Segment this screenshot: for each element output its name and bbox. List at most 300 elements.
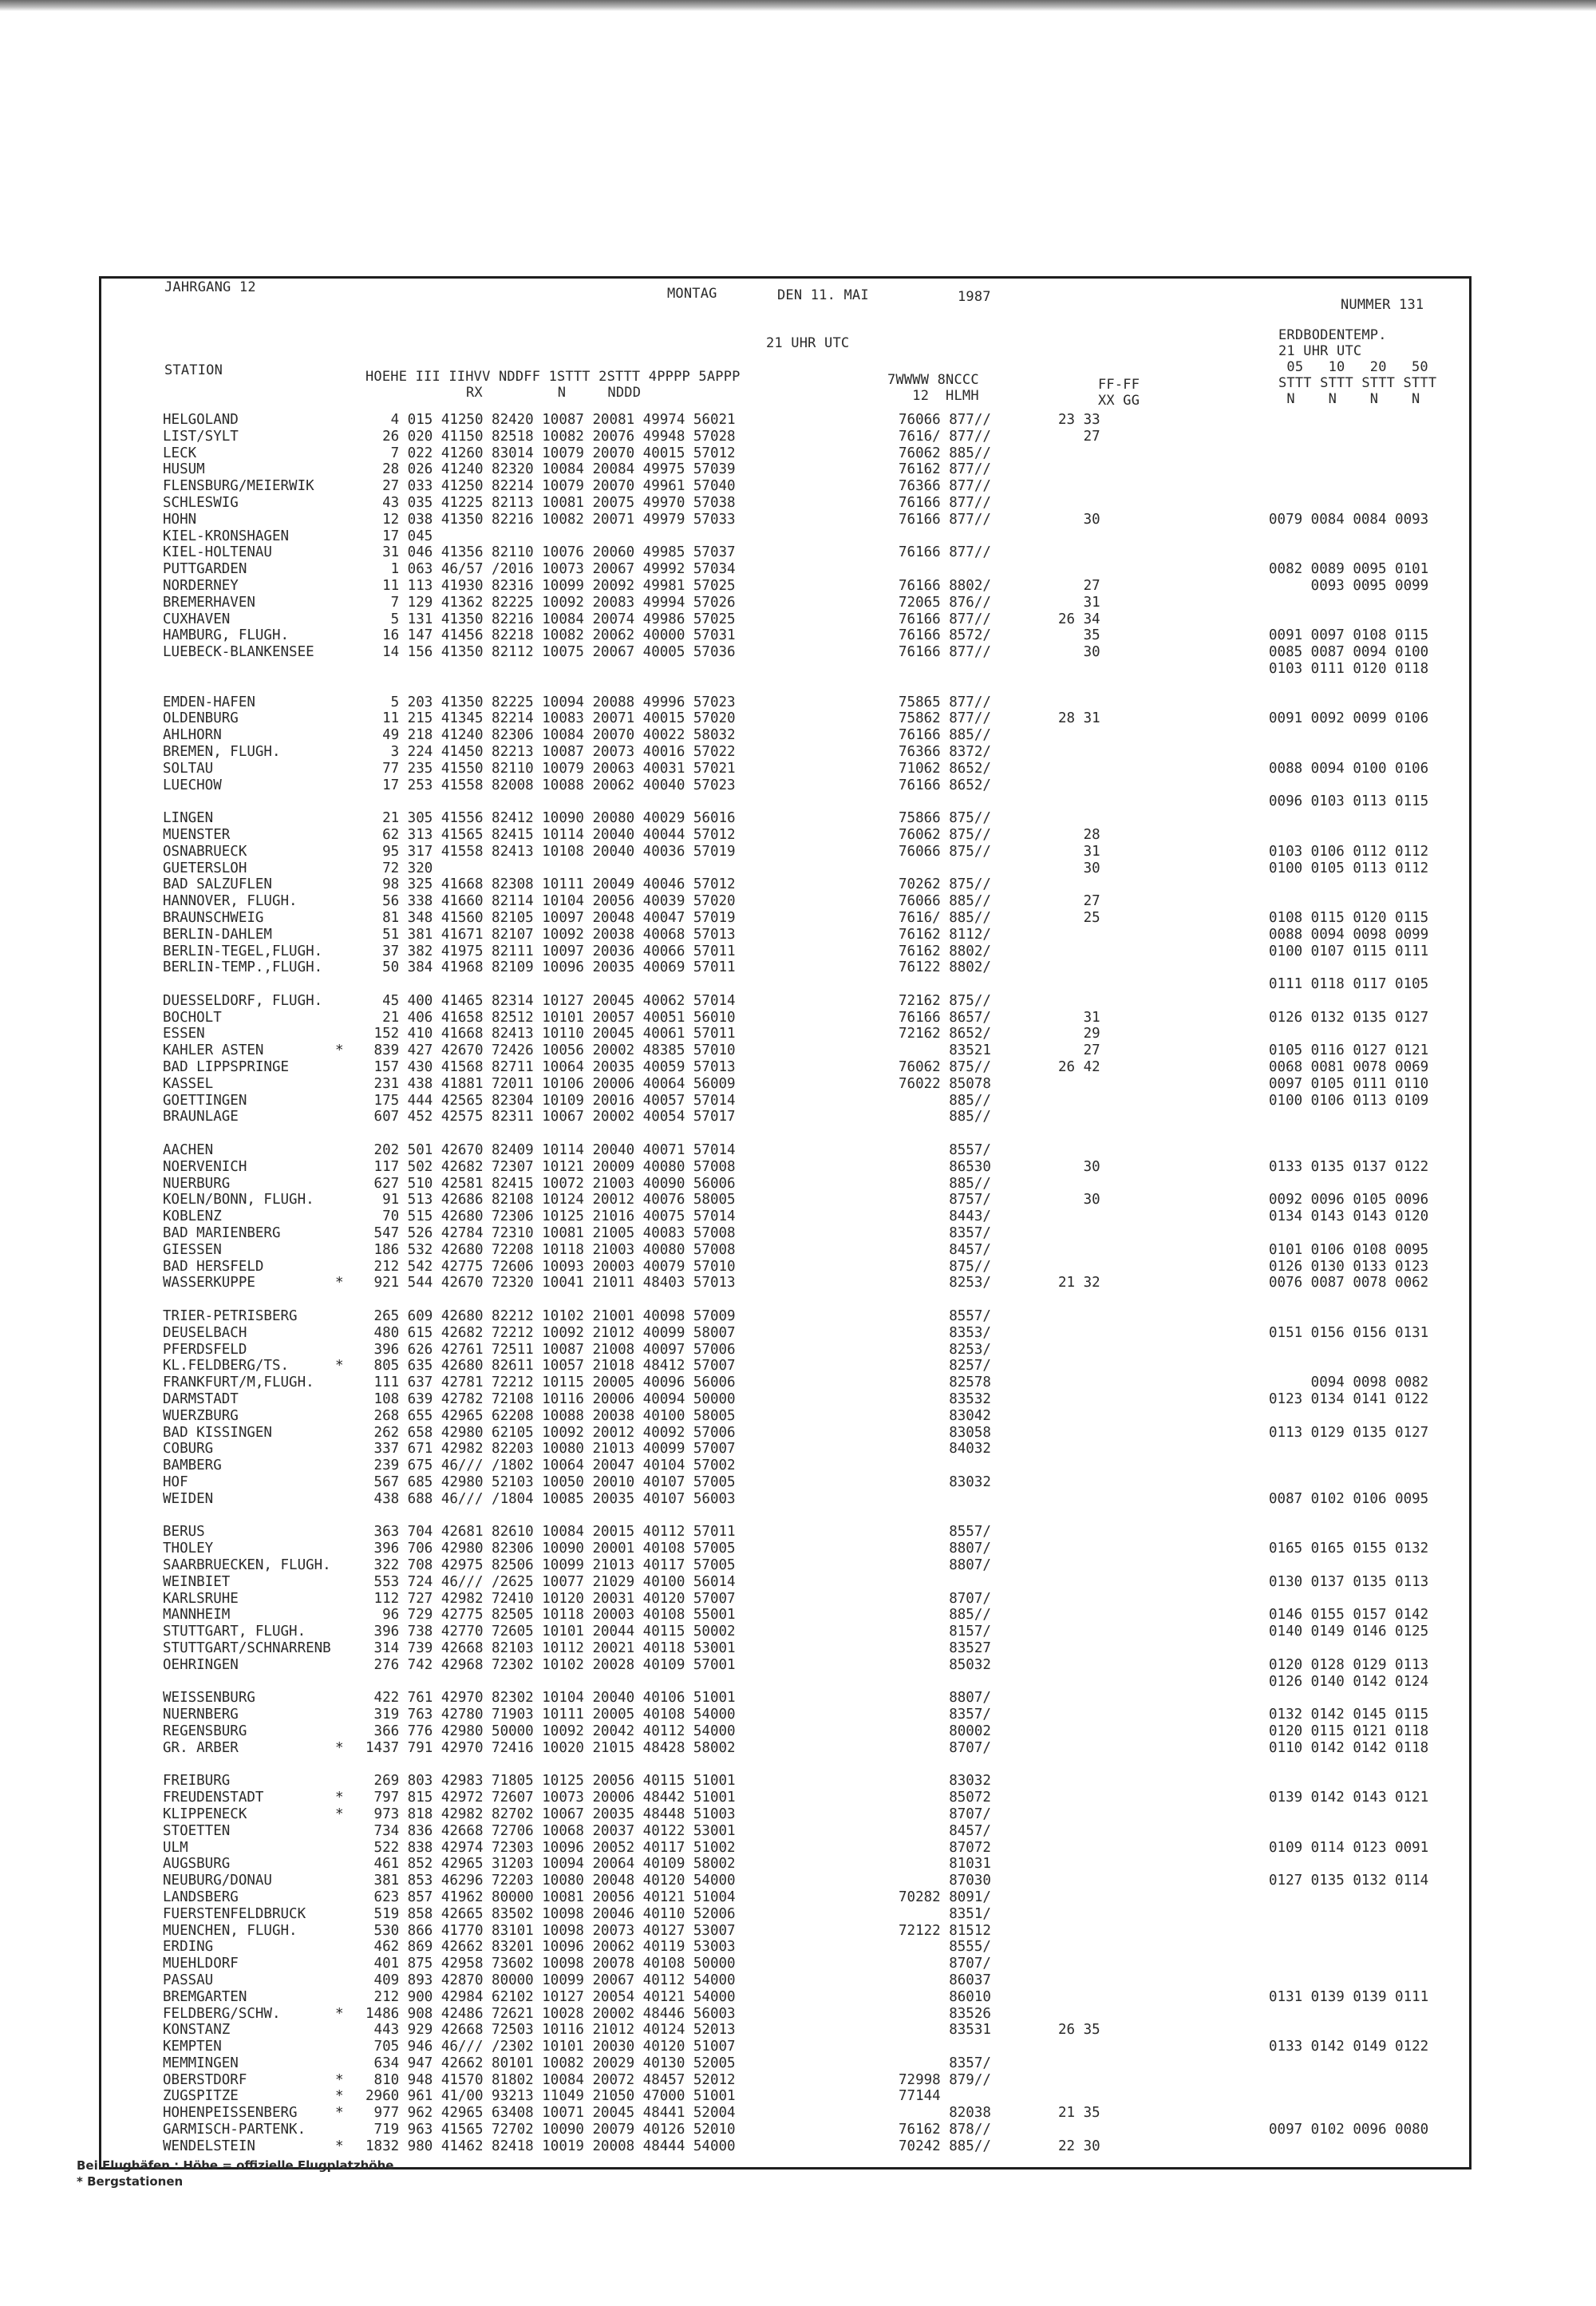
wind-gust: 30 <box>1058 644 1100 661</box>
table-row <box>163 1757 1456 1774</box>
station-name: BRAUNSCHWEIG <box>163 909 264 926</box>
station-name: DUESSELDORF, FLUGH. <box>163 992 323 1009</box>
table-row <box>163 644 1456 661</box>
weather-code: 8557/ <box>899 1308 991 1325</box>
station-data: 396 626 42761 72511 10087 21008 40097 57006 <box>365 1341 736 1358</box>
station-data: 977 962 42965 63408 10071 20045 48441 52004 <box>365 2105 736 2122</box>
station-data: 634 947 42662 80101 10082 20029 40130 52005 <box>365 2055 736 2071</box>
table-row <box>163 893 1456 910</box>
weather-code: 8443/ <box>899 1208 991 1225</box>
weather-code: 72162 875// <box>899 992 991 1009</box>
station-name: REGENSBURG <box>163 1723 247 1739</box>
table-row <box>163 1259 1456 1276</box>
year-label: 1987 <box>958 289 991 305</box>
station-data: 1 063 46/57 /2016 10073 20067 49992 57034 <box>365 561 736 578</box>
soil-temperature: 0165 0165 0155 0132 <box>1269 1541 1429 1557</box>
weather-code: 76122 8802/ <box>899 959 991 976</box>
station-name: CUXHAVEN <box>163 611 231 627</box>
soil-temperature: 0082 0089 0095 0101 <box>1269 561 1429 578</box>
soil-temperature: 0100 0107 0115 0111 <box>1269 943 1429 959</box>
station-data: 519 858 42665 83502 10098 20046 40110 52006 <box>365 1905 736 1922</box>
station-name: STUTTGART/SCHNARRENB <box>163 1640 331 1656</box>
table-row <box>163 1856 1456 1873</box>
station-data: 805 635 42680 82611 10057 21018 48412 57007 <box>365 1358 736 1375</box>
soil-temperature: 0111 0118 0117 0105 <box>1269 976 1429 993</box>
table-row <box>163 661 1456 678</box>
station-name: GR. ARBER <box>163 1739 239 1756</box>
mountain-marker: * <box>335 2088 344 2105</box>
weather-code: 85032 <box>899 1656 991 1673</box>
station-data: 623 857 41962 80000 10081 20056 40121 51004 <box>365 1889 736 1905</box>
table-row <box>163 1059 1456 1076</box>
station-name: OSNABRUECK <box>163 843 247 860</box>
station-name: BERLIN-DAHLEM <box>163 926 272 943</box>
table-row <box>163 1889 1456 1906</box>
mountain-marker: * <box>335 1790 344 1806</box>
station-name: GIESSEN <box>163 1241 222 1258</box>
weather-code: 76162 877// <box>899 461 991 478</box>
station-data: 319 763 42780 71903 10111 20005 40108 54000 <box>365 1707 736 1723</box>
weather-code: 72162 8652/ <box>899 1026 991 1042</box>
weather-code: 83531 <box>899 2022 991 2039</box>
station-name: FLENSBURG/MEIERWIK <box>163 478 314 495</box>
station-name: NEUBURG/DONAU <box>163 1873 272 1889</box>
mountain-marker: * <box>335 1806 344 1822</box>
station-data: 157 430 41568 82711 10064 20035 40059 57013 <box>365 1059 736 1076</box>
station-data: 462 869 42662 83201 10096 20062 40119 53003 <box>365 1939 736 1956</box>
station-data: 11 215 41345 82214 10083 20071 40015 57020 <box>365 710 736 727</box>
station-name: WEISSENBURG <box>163 1690 255 1707</box>
table-row <box>163 959 1456 976</box>
station-data: 381 853 46296 72203 10080 20048 40120 54000 <box>365 1873 736 1889</box>
weekday-label: MONTAG <box>667 286 717 302</box>
soil-temperature: 0126 0140 0142 0124 <box>1269 1673 1429 1690</box>
table-row <box>163 1125 1456 1142</box>
weather-code: 83042 <box>899 1407 991 1424</box>
table-row <box>163 1425 1456 1442</box>
soil-n-header: N N N N <box>1278 391 1420 407</box>
wind-gust: 31 <box>1058 843 1100 860</box>
station-name: LANDSBERG <box>163 1889 239 1905</box>
table-row <box>163 1159 1456 1176</box>
station-name: FREIBURG <box>163 1773 231 1790</box>
table-row <box>163 1192 1456 1208</box>
station-name: BREMEN, FLUGH. <box>163 743 281 760</box>
table-row <box>163 1325 1456 1342</box>
table-row <box>163 1989 1456 2006</box>
station-data: 21 406 41658 82512 10101 20057 40051 56010 <box>365 1009 736 1026</box>
station-table <box>163 412 1456 2155</box>
station-data: 547 526 42784 72310 10081 21005 40083 57008 <box>365 1225 736 1242</box>
station-data: 705 946 46/// /2302 10101 20030 40120 51007 <box>365 2039 736 2055</box>
station-data: 409 893 42870 80000 10099 20067 40112 54000 <box>365 1972 736 1988</box>
station-name: HOHN <box>163 511 197 528</box>
table-row <box>163 2072 1456 2089</box>
data-column-subheader: RX N NDDD <box>466 385 642 401</box>
table-row <box>163 1358 1456 1375</box>
weather-code: 76166 877// <box>899 494 991 511</box>
soil-temperature: 0151 0156 0156 0131 <box>1269 1324 1429 1341</box>
table-row <box>163 844 1456 860</box>
station-data: 37 382 41975 82111 10097 20036 40066 57011 <box>365 943 736 959</box>
table-row <box>163 1225 1456 1242</box>
station-name: DARMSTADT <box>163 1391 239 1408</box>
station-data: 12 038 41350 82216 10082 20071 49979 57033 <box>365 511 736 528</box>
station-name: NUERBURG <box>163 1175 231 1192</box>
soil-temperature: 0131 0139 0139 0111 <box>1269 1988 1429 2005</box>
table-row <box>163 2122 1456 2138</box>
soil-temperature: 0146 0155 0157 0142 <box>1269 1607 1429 1624</box>
table-row <box>163 1242 1456 1259</box>
wind-gust: 26 35 <box>1058 2022 1100 2039</box>
weather-code: 8353/ <box>899 1324 991 1341</box>
station-name: BAMBERG <box>163 1458 222 1474</box>
station-data: 21 305 41556 82412 10090 20080 40029 56016 <box>365 810 736 827</box>
table-row <box>163 478 1456 495</box>
table-row <box>163 793 1456 810</box>
table-row <box>163 1806 1456 1823</box>
station-data: 607 452 42575 82311 10067 20002 40054 57017 <box>365 1109 736 1125</box>
weather-code: 8157/ <box>899 1624 991 1640</box>
station-data: 719 963 41565 72702 10090 20079 40126 52010 <box>365 2122 736 2138</box>
wind-gust: 26 34 <box>1058 611 1100 627</box>
station-data: 314 739 42668 82103 10112 20021 40118 53001 <box>365 1640 736 1656</box>
station-name: BAD MARIENBERG <box>163 1225 281 1242</box>
table-row <box>163 761 1456 777</box>
mountain-marker: * <box>335 2071 344 2088</box>
soil-temperature: 0092 0096 0105 0096 <box>1269 1192 1429 1208</box>
station-data: 11 113 41930 82316 10099 20092 49981 57025 <box>365 577 736 594</box>
weather-code: 8807/ <box>899 1541 991 1557</box>
weather-code: 7616/ 885// <box>899 909 991 926</box>
station-data: 72 320 <box>365 860 433 876</box>
wind-gust: 31 <box>1058 1009 1100 1026</box>
soil-temperature: 0133 0142 0149 0122 <box>1269 2039 1429 2055</box>
station-name: NORDERNEY <box>163 577 239 594</box>
weather-code: 72065 876// <box>899 594 991 611</box>
table-row <box>163 1873 1456 1889</box>
table-row <box>163 827 1456 844</box>
wind-gust: 28 31 <box>1058 710 1100 727</box>
station-name: LECK <box>163 445 197 461</box>
wind-gust: 27 <box>1058 1042 1100 1059</box>
station-data: 51 381 41671 82107 10092 20038 40068 57013 <box>365 926 736 943</box>
station-name: ERDING <box>163 1939 214 1956</box>
station-data: 96 729 42775 82505 10118 20003 40108 55001 <box>365 1607 736 1624</box>
weather-code: 76062 875// <box>899 1059 991 1076</box>
weather-code: 8557/ <box>899 1524 991 1541</box>
table-row <box>163 1142 1456 1159</box>
weather-code: 76166 8657/ <box>899 1009 991 1026</box>
station-name: KOELN/BONN, FLUGH. <box>163 1192 314 1208</box>
station-name: BERUS <box>163 1524 205 1541</box>
weather-code: 8253/ <box>899 1341 991 1358</box>
table-row <box>163 993 1456 1010</box>
soil-temperature: 0133 0135 0137 0122 <box>1269 1158 1429 1175</box>
station-name: BERLIN-TEMP.,FLUGH. <box>163 959 323 976</box>
station-data: 366 776 42980 50000 10092 20042 40112 54000 <box>365 1723 736 1739</box>
station-data: 443 929 42668 72503 10116 21012 40124 52013 <box>365 2022 736 2039</box>
station-name: PASSAU <box>163 1972 214 1988</box>
table-row <box>163 876 1456 893</box>
weather-code: 70282 8091/ <box>899 1889 991 1905</box>
weather-code: 8457/ <box>899 1241 991 1258</box>
station-data: 522 838 42974 72303 10096 20052 40117 51002 <box>365 1839 736 1856</box>
table-row <box>163 445 1456 462</box>
weather-code: 82578 <box>899 1375 991 1391</box>
volume-label: JAHRGANG 12 <box>164 279 256 295</box>
station-data: 31 046 41356 82110 10076 20060 49985 57037 <box>365 544 736 561</box>
soil-temperature: 0132 0142 0145 0115 <box>1269 1707 1429 1723</box>
soil-temperature: 0110 0142 0142 0118 <box>1269 1739 1429 1756</box>
station-name: BREMERHAVEN <box>163 594 255 611</box>
weather-code: 8557/ <box>899 1142 991 1159</box>
soil-temperature: 0096 0103 0113 0115 <box>1269 793 1429 810</box>
table-row <box>163 1010 1456 1026</box>
station-data: 396 738 42770 72605 10101 20044 40115 50002 <box>365 1624 736 1640</box>
soil-temperature: 0105 0116 0127 0121 <box>1269 1042 1429 1059</box>
wind-gust: 25 <box>1058 909 1100 926</box>
wind-gust: 30 <box>1058 1192 1100 1208</box>
station-name: HOF <box>163 1474 188 1490</box>
station-name: HAMBURG, FLUGH. <box>163 627 290 644</box>
table-row <box>163 1740 1456 1757</box>
weather-code: 86037 <box>899 1972 991 1988</box>
station-name: NOERVENICH <box>163 1158 247 1175</box>
table-row <box>163 2022 1456 2039</box>
mountain-marker: * <box>335 1739 344 1756</box>
station-data: 212 542 42775 72606 10093 20003 40079 57010 <box>365 1258 736 1275</box>
weather-code: 76166 8652/ <box>899 777 991 793</box>
table-row <box>163 2039 1456 2055</box>
table-row <box>163 1674 1456 1691</box>
weather-code: 76062 875// <box>899 826 991 843</box>
table-row <box>163 1342 1456 1359</box>
station-data: 269 803 42983 71805 10125 20056 40115 51001 <box>365 1773 736 1790</box>
weather-code: 83527 <box>899 1640 991 1656</box>
station-name: BAD KISSINGEN <box>163 1424 272 1441</box>
station-name: KARLSRUHE <box>163 1590 239 1607</box>
soil-temperature: 0123 0134 0141 0122 <box>1269 1391 1429 1408</box>
station-data: 1437 791 42970 72416 10020 21015 48428 58002 <box>365 1739 736 1756</box>
station-data: 337 671 42982 82203 10080 21013 40099 57007 <box>365 1441 736 1458</box>
station-data: 98 325 41668 82308 10111 20049 40046 57012 <box>365 876 736 893</box>
table-row <box>163 1375 1456 1391</box>
station-name: ULM <box>163 1839 188 1856</box>
station-data: 175 444 42565 82304 10109 20016 40057 57014 <box>365 1092 736 1109</box>
station-name: BOCHOLT <box>163 1009 222 1026</box>
mountain-marker: * <box>335 2138 344 2154</box>
station-name: GOETTINGEN <box>163 1092 247 1109</box>
table-row <box>163 1790 1456 1806</box>
station-data: 363 704 42681 82610 10084 20015 40112 57011 <box>365 1524 736 1541</box>
table-row <box>163 1408 1456 1425</box>
station-name: BRAUNLAGE <box>163 1109 239 1125</box>
station-data: 26 020 41150 82518 10082 20076 49948 57028 <box>365 428 736 445</box>
station-name: OBERSTDORF <box>163 2071 247 2088</box>
weather-code: 76066 877// <box>899 412 991 428</box>
station-name: KLIPPENECK <box>163 1806 247 1822</box>
table-row <box>163 1291 1456 1308</box>
weather-code: 875// <box>899 1258 991 1275</box>
mountain-marker: * <box>335 1042 344 1059</box>
weather-code: 8807/ <box>899 1690 991 1707</box>
wind-gust: 22 30 <box>1058 2138 1100 2154</box>
station-name: LINGEN <box>163 810 214 827</box>
weather-code: 72998 879// <box>899 2071 991 2088</box>
weather-code: 8707/ <box>899 1590 991 1607</box>
station-data: 95 317 41558 82413 10108 20040 40036 57019 <box>365 843 736 860</box>
station-name: ESSEN <box>163 1026 205 1042</box>
station-data: 1832 980 41462 82418 10019 20008 48444 54000 <box>365 2138 736 2154</box>
station-name: STOETTEN <box>163 1822 231 1839</box>
table-row <box>163 1657 1456 1674</box>
weather-code: 75866 875// <box>899 810 991 827</box>
station-data: 62 313 41565 82415 10114 20040 40044 57012 <box>365 826 736 843</box>
table-row <box>163 1773 1456 1790</box>
weather-code: 8357/ <box>899 1225 991 1242</box>
soil-temperature: 0097 0105 0111 0110 <box>1269 1075 1429 1092</box>
weather-code: 76166 877// <box>899 544 991 561</box>
soil-temperature: 0127 0135 0132 0114 <box>1269 1873 1429 1889</box>
soil-temperature: 0097 0102 0096 0080 <box>1269 2122 1429 2138</box>
table-row <box>163 1840 1456 1857</box>
station-data: 108 639 42782 72108 10116 20006 40094 50000 <box>365 1391 736 1408</box>
station-data: 5 203 41350 82225 10094 20088 49996 57023 <box>365 694 736 710</box>
weather-code: 86530 <box>899 1158 991 1175</box>
table-row <box>163 1972 1456 1989</box>
soil-temperature: 0101 0106 0108 0095 <box>1269 1241 1429 1258</box>
station-name: OLDENBURG <box>163 710 239 727</box>
weather-code: 83032 <box>899 1474 991 1490</box>
station-name: BAD HERSFELD <box>163 1258 264 1275</box>
table-row <box>163 1640 1456 1657</box>
table-row <box>163 727 1456 744</box>
weather-code: 8757/ <box>899 1192 991 1208</box>
station-name: SCHLESWIG <box>163 494 239 511</box>
station-name: GUETERSLOH <box>163 860 247 876</box>
table-row <box>163 1557 1456 1574</box>
table-row <box>163 1458 1456 1474</box>
soil-temperature: 0085 0087 0094 0100 <box>1269 644 1429 661</box>
station-name: FELDBERG/SCHW. <box>163 2005 281 2022</box>
station-data: 112 727 42982 72410 10120 20031 40120 57007 <box>365 1590 736 1607</box>
weather-code: 84032 <box>899 1441 991 1458</box>
station-name: HUSUM <box>163 461 205 478</box>
table-row <box>163 1391 1456 1408</box>
wind-gust: 30 <box>1058 860 1100 876</box>
weather-code: 76066 885// <box>899 893 991 910</box>
weather-code: 76166 877// <box>899 511 991 528</box>
weather-code: 8707/ <box>899 1739 991 1756</box>
weather-code: 76366 8372/ <box>899 743 991 760</box>
table-row <box>163 1308 1456 1325</box>
weather-code: 76166 885// <box>899 727 991 744</box>
table-row <box>163 611 1456 628</box>
soil-temperature: 0091 0092 0099 0106 <box>1269 710 1429 727</box>
soil-temperature: 0120 0128 0129 0113 <box>1269 1656 1429 1673</box>
station-name: COBURG <box>163 1441 214 1458</box>
table-row <box>163 1690 1456 1707</box>
wind-gust: 28 <box>1058 826 1100 843</box>
weather-code: 75862 877// <box>899 710 991 727</box>
table-row <box>163 1906 1456 1923</box>
table-row <box>163 1591 1456 1608</box>
wind-gust: 26 42 <box>1058 1059 1100 1076</box>
soil-temperature: 0088 0094 0100 0106 <box>1269 760 1429 777</box>
soil-temperature: 0109 0114 0123 0091 <box>1269 1839 1429 1856</box>
wind-gust: 21 32 <box>1058 1275 1100 1291</box>
station-data: 111 637 42781 72212 10115 20005 40096 56006 <box>365 1375 736 1391</box>
code-column-header: 7WWWW 8NCCC <box>887 372 979 388</box>
station-name: KIEL-KRONSHAGEN <box>163 528 290 544</box>
station-name: KOBLENZ <box>163 1208 222 1225</box>
station-name: THOLEY <box>163 1541 214 1557</box>
station-name: KIEL-HOLTENAU <box>163 544 272 561</box>
soil-temperature: 0130 0137 0135 0113 <box>1269 1573 1429 1590</box>
station-name: FRANKFURT/M,FLUGH. <box>163 1375 314 1391</box>
weather-code: 71062 8652/ <box>899 760 991 777</box>
weather-code: 8457/ <box>899 1822 991 1839</box>
footnote-mountain-stations: * Bergstationen <box>77 2174 184 2189</box>
station-data: 202 501 42670 82409 10114 20040 40071 57014 <box>365 1142 736 1159</box>
weather-code: 76166 8572/ <box>899 627 991 644</box>
weather-code: 76022 85078 <box>899 1075 991 1092</box>
station-data: 77 235 41550 82110 10079 20063 40031 57021 <box>365 760 736 777</box>
table-row <box>163 1939 1456 1956</box>
station-data: 49 218 41240 82306 10084 20070 40022 58032 <box>365 727 736 744</box>
station-name: MUEHLDORF <box>163 1956 239 1972</box>
mountain-marker: * <box>335 2105 344 2122</box>
soil-temperature: 0140 0149 0146 0125 <box>1269 1624 1429 1640</box>
table-row <box>163 412 1456 429</box>
station-data: 627 510 42581 82415 10072 21003 40090 56006 <box>365 1175 736 1192</box>
weather-code: 83521 <box>899 1042 991 1059</box>
station-data: 4 015 41250 82420 10087 20081 49974 56021 <box>365 412 736 428</box>
weather-code: 76166 877// <box>899 611 991 627</box>
weather-code: 80002 <box>899 1723 991 1739</box>
table-row <box>163 1076 1456 1093</box>
station-data: 438 688 46/// /1804 10085 20035 40107 56003 <box>365 1490 736 1507</box>
station-data: 553 724 46/// /2625 10077 21029 40100 56014 <box>365 1573 736 1590</box>
station-data: 921 544 42670 72320 10041 21011 48403 57013 <box>365 1275 736 1291</box>
station-name: LIST/SYLT <box>163 428 239 445</box>
station-name: BAD LIPPSPRINGE <box>163 1059 290 1076</box>
issue-number: NUMMER 131 <box>1341 297 1424 313</box>
station-data: 81 348 41560 82105 10097 20048 40047 57019 <box>365 909 736 926</box>
scan-edge <box>0 0 1596 11</box>
table-row <box>163 1574 1456 1591</box>
table-row <box>163 1524 1456 1541</box>
station-name: HELGOLAND <box>163 412 239 428</box>
table-row <box>163 2055 1456 2072</box>
weather-code: 76066 875// <box>899 843 991 860</box>
table-row <box>163 694 1456 711</box>
station-name: SOLTAU <box>163 760 214 777</box>
table-row <box>163 810 1456 827</box>
table-row <box>163 1109 1456 1125</box>
station-data: 396 706 42980 82306 10090 20001 40108 57005 <box>365 1541 736 1557</box>
station-data: 262 658 42980 62105 10092 20012 40092 57006 <box>365 1424 736 1441</box>
soil-temperature: 0100 0106 0113 0109 <box>1269 1092 1429 1109</box>
station-data: 839 427 42670 72426 10056 20002 48385 57010 <box>365 1042 736 1059</box>
soil-temperature: 0068 0081 0078 0069 <box>1269 1059 1429 1076</box>
station-name: BREMGARTEN <box>163 1988 247 2005</box>
table-row <box>163 627 1456 644</box>
station-data: 3 224 41450 82213 10087 20073 40016 57022 <box>365 743 736 760</box>
table-row <box>163 1441 1456 1458</box>
soil-temperature: 0126 0132 0135 0127 <box>1269 1009 1429 1026</box>
